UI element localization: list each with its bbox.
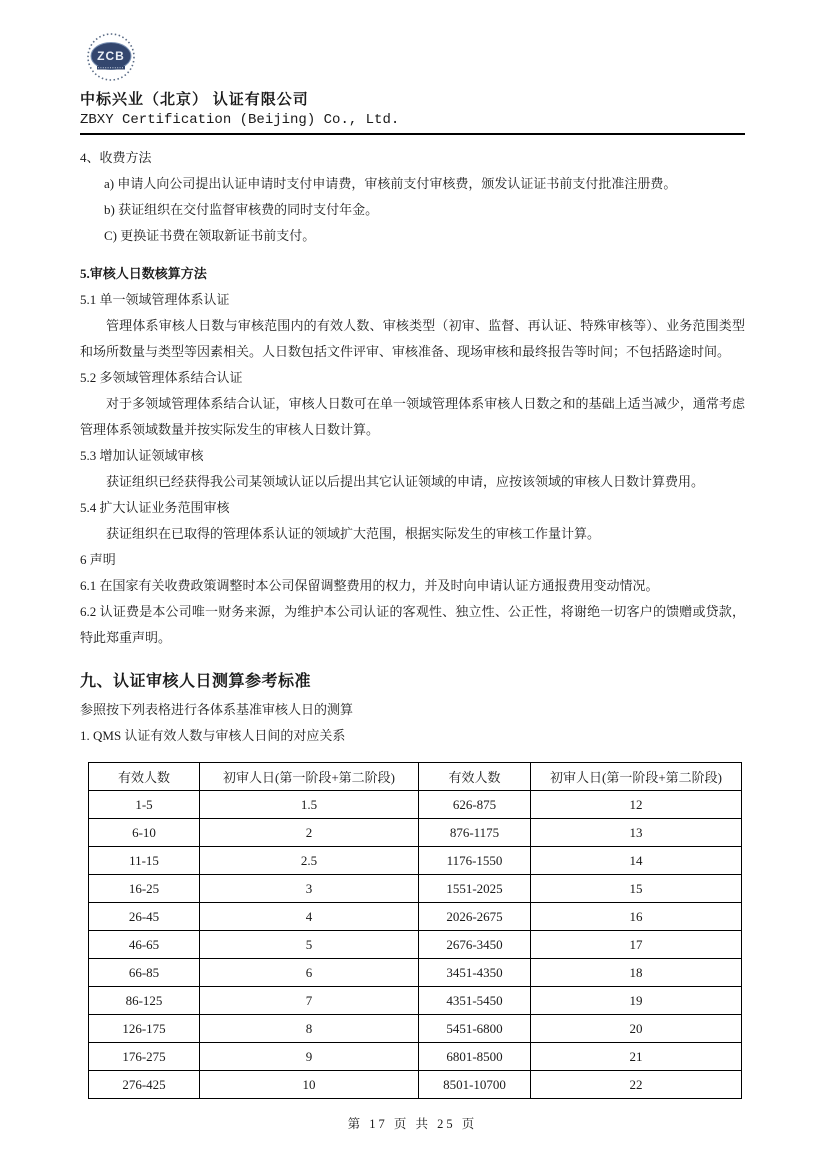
table-header-cell: 初审人日(第一阶段+第二阶段)	[200, 763, 419, 791]
table-cell: 126-175	[89, 1015, 200, 1043]
table-header-row	[89, 763, 742, 791]
paragraph-sub: 5.3 增加认证领域审核	[80, 448, 204, 463]
paragraph-item: 4、收费方法	[80, 150, 152, 165]
paragraph-list: C) 更换证书费在领取新证书前支付。	[104, 228, 316, 243]
table-header-cell: 初审人日(第一阶段+第二阶段)	[531, 763, 742, 791]
table-cell: 176-275	[89, 1043, 200, 1071]
table-cell: 876-1175	[419, 819, 531, 847]
logo-letters: ZCB	[97, 49, 125, 63]
paragraph-para: 获证组织在已取得的管理体系认证的领域扩大范围，根据实际发生的审核工作量计算。	[106, 526, 601, 541]
table-cell: 7	[200, 987, 419, 1015]
paragraph-sub: 5.2 多领域管理体系结合认证	[80, 370, 243, 385]
table-cell: 14	[531, 847, 742, 875]
table-cell: 12	[531, 791, 742, 819]
table-cell: 5451-6800	[419, 1015, 531, 1043]
table-cell: 6	[200, 959, 419, 987]
table-cell: 16	[531, 903, 742, 931]
paragraph-sub: 6.1 在国家有关收费政策调整时本公司保留调整费用的权力，并及时向申请认证方通报费用变动情况。	[80, 578, 659, 593]
document-header	[80, 30, 745, 128]
table-cell: 6801-8500	[419, 1043, 531, 1071]
table-cell: 4	[200, 903, 419, 931]
table-row	[89, 931, 742, 959]
paragraph-sub: 5.1 单一领域管理体系认证	[80, 292, 230, 307]
paragraph-para: 获证组织已经获得我公司某领域认证以后提出其它认证领域的申请，应按该领域的审核人日数计算费用。	[106, 474, 705, 489]
header-divider	[80, 133, 745, 135]
paragraph-para: 管理体系审核人日数与审核范围内的有效人数、审核类型（初审、监督、再认证、特殊审核等）、业务范围类型和场所数量与类型等因素相关。人日数包括文件评审、审核准备、现场审核和最终报告等时间；不包括路途时间。	[80, 318, 745, 359]
table-cell: 8	[200, 1015, 419, 1043]
table-head	[89, 763, 742, 791]
table-row	[89, 847, 742, 875]
table-cell: 3451-4350	[419, 959, 531, 987]
table-cell: 1-5	[89, 791, 200, 819]
table-cell: 1551-2025	[419, 875, 531, 903]
table-cell: 2026-2675	[419, 903, 531, 931]
table-cell: 3	[200, 875, 419, 903]
table-cell: 20	[531, 1015, 742, 1043]
table-cell: 11-15	[89, 847, 200, 875]
paragraph-list: b) 获证组织在交付监督审核费的同时支付年金。	[104, 202, 379, 217]
table-row	[89, 987, 742, 1015]
table-row	[89, 959, 742, 987]
table-row	[89, 819, 742, 847]
table-row	[89, 1043, 742, 1071]
table-cell: 4351-5450	[419, 987, 531, 1015]
table-cell: 2.5	[200, 847, 419, 875]
table-row	[89, 875, 742, 903]
table-cell: 19	[531, 987, 742, 1015]
paragraph-sub: 5.4 扩大认证业务范围审核	[80, 500, 230, 515]
table-caption: 1. QMS 认证有效人数与审核人日间的对应关系	[80, 728, 346, 743]
table-cell: 17	[531, 931, 742, 959]
table-cell: 5	[200, 931, 419, 959]
table-cell: 626-875	[419, 791, 531, 819]
qms-person-days-table	[88, 762, 742, 1099]
table-row	[89, 903, 742, 931]
table-cell: 66-85	[89, 959, 200, 987]
table-cell: 46-65	[89, 931, 200, 959]
table-cell: 86-125	[89, 987, 200, 1015]
page-number: 第 17 页 共 25 页	[347, 1117, 478, 1131]
table-header-cell: 有效人数	[89, 763, 200, 791]
table-cell: 8501-10700	[419, 1071, 531, 1099]
paragraph-sub: 6.2 认证费是本公司唯一财务来源，为维护本公司认证的客观性、独立性、公正性，将谢绝一切客户的馈赠或贷款，特此郑重声明。	[80, 604, 745, 645]
table-cell: 1.5	[200, 791, 419, 819]
section-intro: 参照按下列表格进行各体系基准审核人日的测算	[80, 702, 354, 717]
section-nine	[80, 667, 745, 749]
table-cell: 18	[531, 959, 742, 987]
table-cell: 9	[200, 1043, 419, 1071]
table-cell: 16-25	[89, 875, 200, 903]
table-cell: 6-10	[89, 819, 200, 847]
table-cell: 26-45	[89, 903, 200, 931]
table-row	[89, 1071, 742, 1099]
table-cell: 2	[200, 819, 419, 847]
paragraph-list: a) 申请人向公司提出认证申请时支付申请费，审核前支付审核费，颁发认证证书前支付批准注册费。	[104, 176, 677, 191]
company-name-en: ZBXY Certification (Beijing) Co., Ltd.	[80, 112, 400, 128]
company-name-cn: 中标兴业（北京） 认证有限公司	[80, 92, 309, 108]
table-cell: 22	[531, 1071, 742, 1099]
table-cell: 15	[531, 875, 742, 903]
paragraph-head: 5.审核人日数核算方法	[80, 266, 207, 281]
table-cell: 2676-3450	[419, 931, 531, 959]
table-header-cell: 有效人数	[419, 763, 531, 791]
section-title: 九、认证审核人日测算参考标准	[80, 673, 312, 690]
paragraph-para: 对于多领域管理体系结合认证，审核人日数可在单一领域管理体系审核人日数之和的基础上适当减少，通常考虑管理体系领域数量并按实际发生的审核人日数计算。	[80, 396, 745, 437]
paragraph-sub: 6 声明	[80, 552, 116, 567]
table-cell: 1176-1550	[419, 847, 531, 875]
zcb-logo	[84, 30, 138, 84]
table-row	[89, 791, 742, 819]
table-cell: 13	[531, 819, 742, 847]
table-cell: 276-425	[89, 1071, 200, 1099]
table-body	[89, 791, 742, 1099]
table-cell: 10	[200, 1071, 419, 1099]
document-body	[80, 145, 745, 651]
table-cell: 21	[531, 1043, 742, 1071]
table-row	[89, 1015, 742, 1043]
